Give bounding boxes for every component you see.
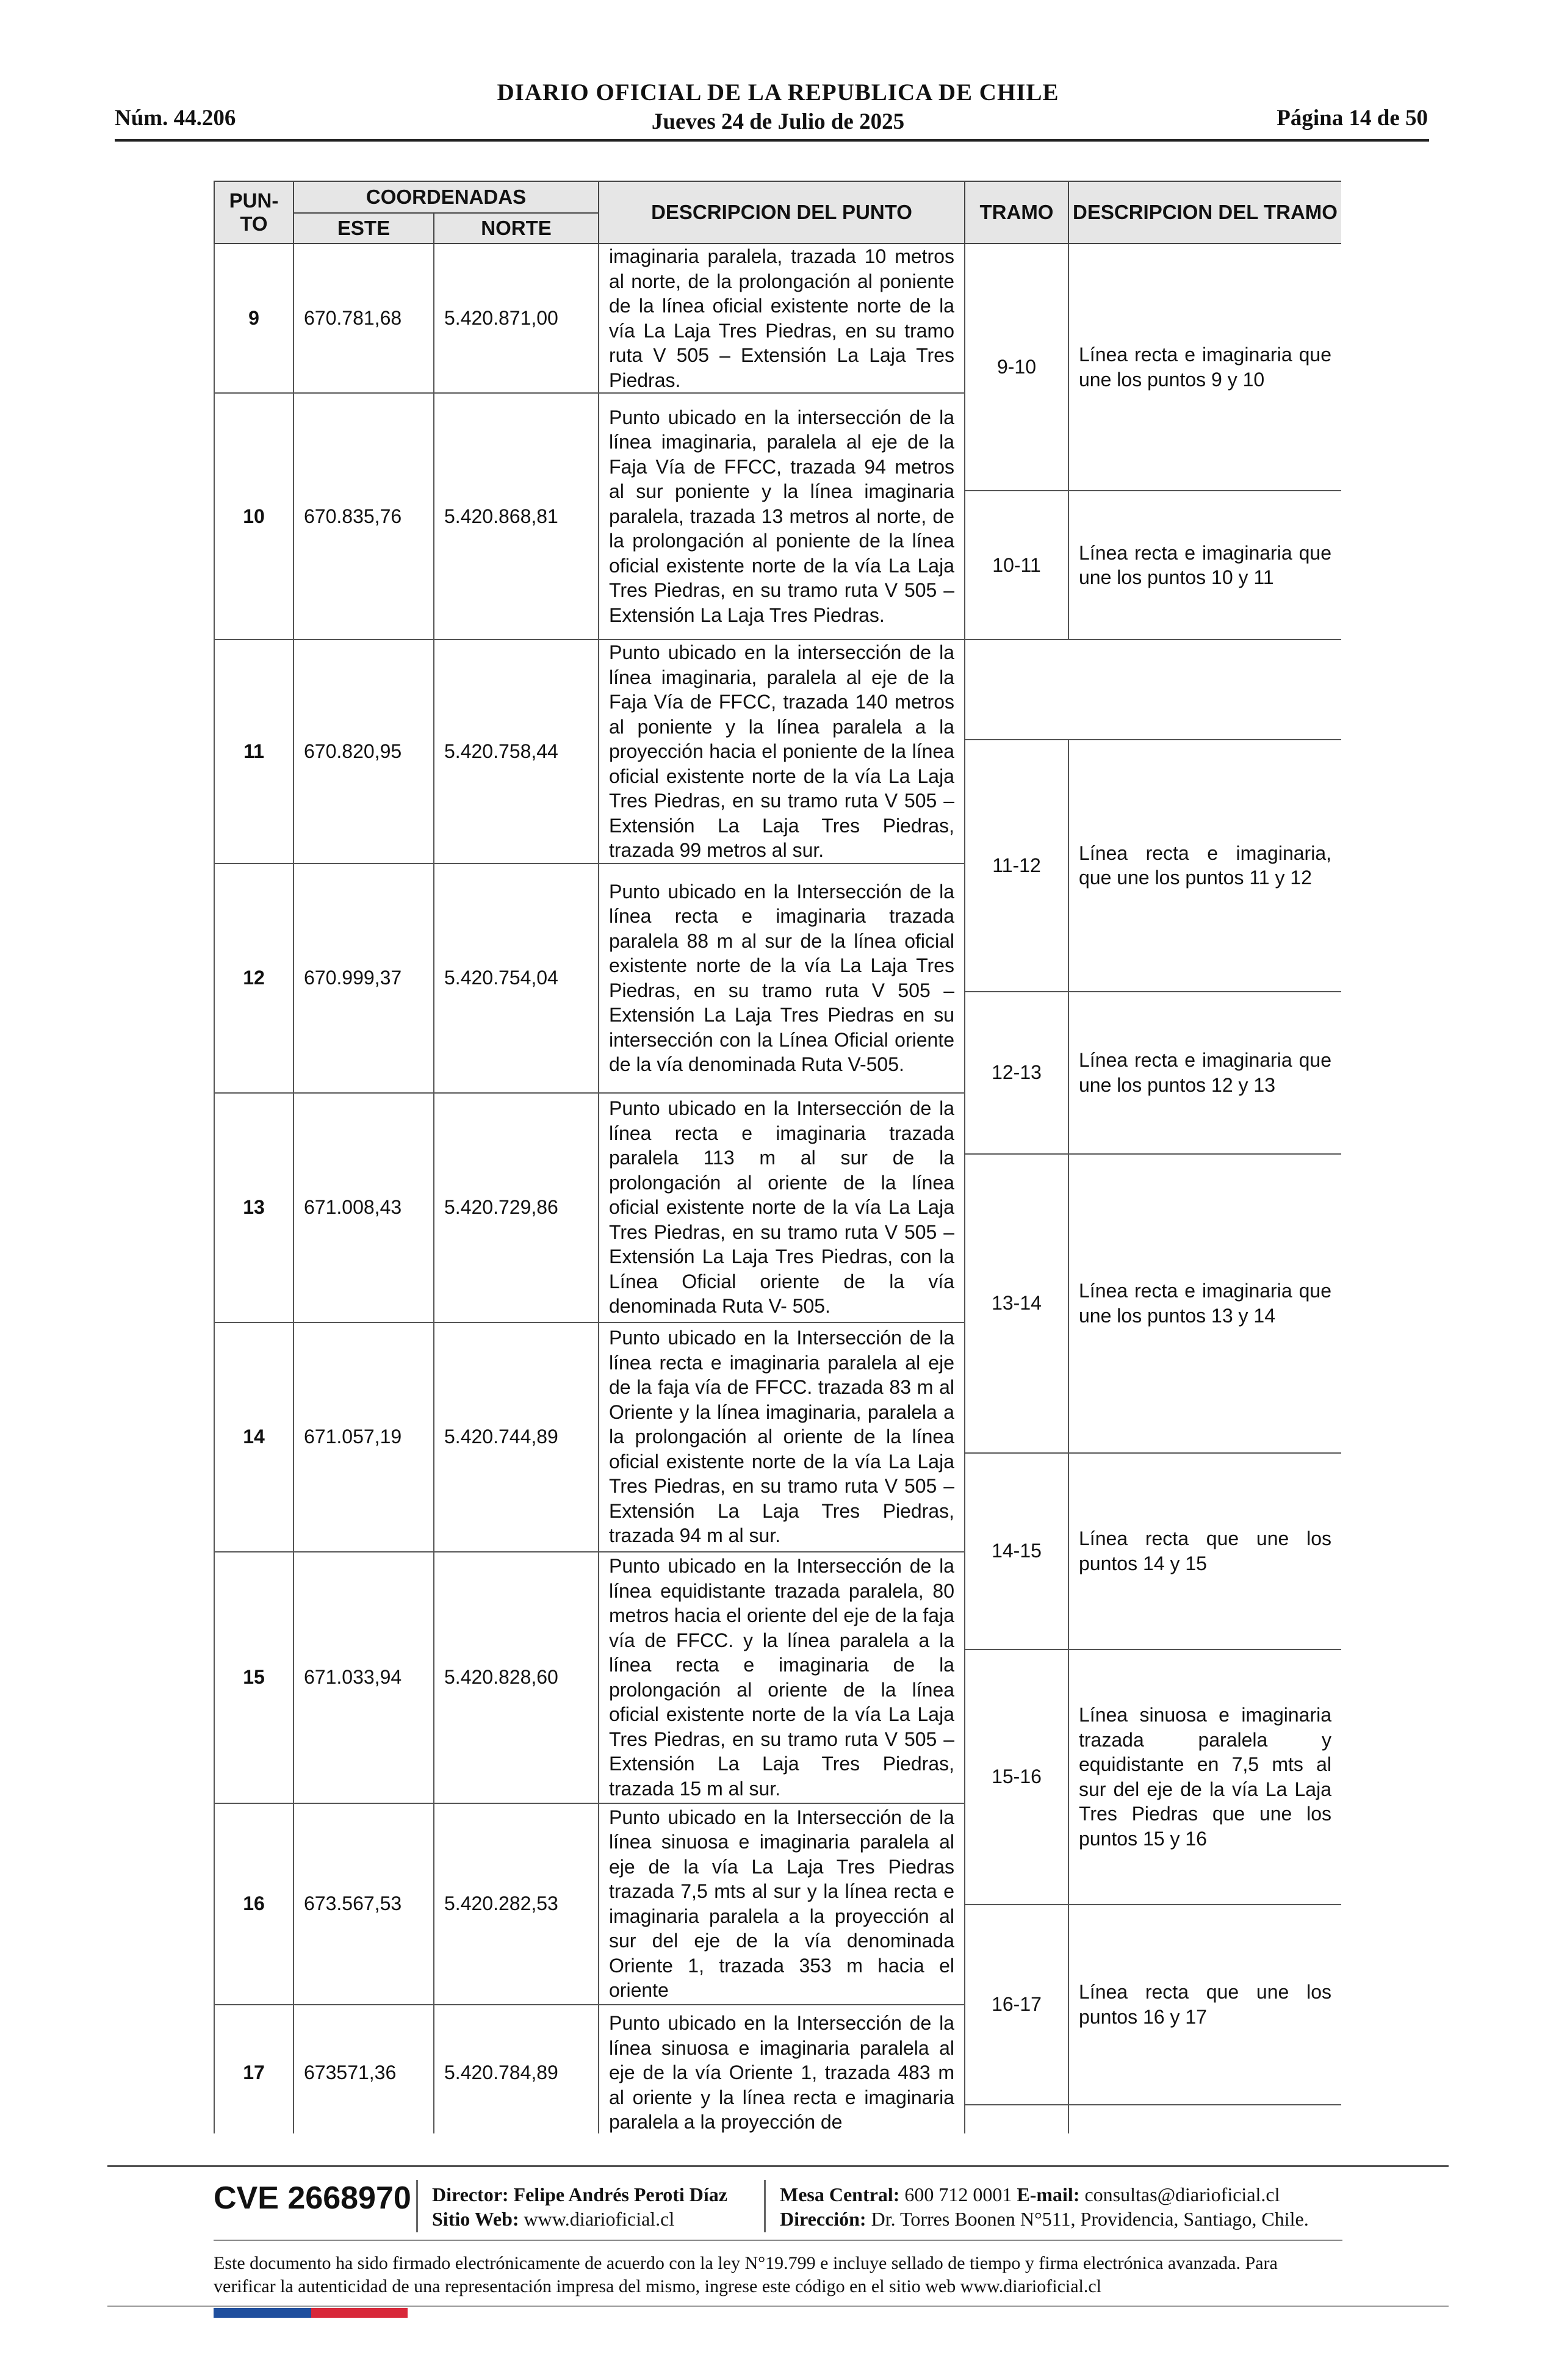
table-row (214, 640, 1341, 740)
footer-divider (107, 2165, 1449, 2167)
tramo-cell: 13-14 (965, 1154, 1068, 1453)
descripcion-tramo-cell: Línea recta e imaginaria que une los puntos 9 y 10 (1068, 243, 1341, 491)
norte-cell: 5.420.729,86 (434, 1093, 599, 1322)
publication-date: Jueves 24 de Julio de 2025 (651, 109, 905, 134)
footer-separator (764, 2180, 766, 2232)
este-cell: 671.008,43 (294, 1093, 434, 1322)
descripcion-punto-cell: Punto ubicado en la intersección de la línea imaginaria, paralela al eje de la Faja Vía de FFCC, trazada 94 metros al sur poniente y la línea imaginaria paralela, trazada 13 metros al norte, de la prolongación al poniente de la línea oficial existente norte de la vía La Laja Tres Piedras, en su tramo ruta V 505 – Extensión La Laja Tres Piedras. (599, 393, 965, 640)
publication-title: DIARIO OFICIAL DE LA REPUBLICA DE CHILE (497, 79, 1059, 106)
header-coordenadas: COORDENADAS (294, 181, 599, 213)
tramo-cell: 9-10 (965, 243, 1068, 491)
este-cell: 670.835,76 (294, 393, 434, 640)
header-divider (115, 139, 1429, 142)
table-row (214, 243, 1341, 393)
header-norte: NORTE (434, 213, 599, 243)
header-tramo: TRAMO (965, 181, 1068, 243)
descripcion-punto-cell: Punto ubicado en la Intersección de la línea recta e imaginaria trazada paralela 113 m al sur de la prolongación al oriente de la línea oficial existente norte de la vía La Laja Tres Piedras, en su tramo ruta V 505 – Extensión La Laja Tres Piedras, con la Línea Oficial oriente de la vía denominada Ruta V- 505. (599, 1093, 965, 1322)
descripcion-tramo-cell: Línea recta e imaginaria que une los puntos 12 y 13 (1068, 992, 1341, 1154)
descripcion-tramo-cell: Línea recta e imaginaria que une los puntos 10 y 11 (1068, 491, 1341, 640)
punto-cell: 12 (214, 864, 294, 1093)
flag-stripe-red (311, 2308, 408, 2318)
web-label: Sitio Web: (432, 2208, 519, 2230)
footer-contact-block (780, 2182, 1309, 2231)
norte-cell: 5.420.754,04 (434, 864, 599, 1093)
tramo-cell-empty (965, 2105, 1068, 2134)
descripcion-tramo-cell: Línea recta e imaginaria, que une los puntos 11 y 12 (1068, 740, 1341, 992)
descripcion-tramo-cell: Línea recta que une los puntos 14 y 15 (1068, 1453, 1341, 1650)
direccion-value: Dr. Torres Boonen N°511, Providencia, Santiago, Chile. (871, 2208, 1309, 2230)
header-descripcion-punto: DESCRIPCION DEL PUNTO (599, 181, 965, 243)
este-cell: 671.057,19 (294, 1322, 434, 1552)
descripcion-punto-cell: Punto ubicado en la Intersección de la línea recta e imaginaria trazada paralela 88 m al sur de la línea oficial existente norte de la vía La Laja Tres Piedras, en su tramo ruta V 505 – Extensión La Laja Tres Piedras en su intersección con la Línea Oficial oriente de la vía denominada Ruta V-505. (599, 864, 965, 1093)
tramo-cell: 15-16 (965, 1650, 1068, 1905)
este-cell: 670.999,37 (294, 864, 434, 1093)
tramo-cell: 11-12 (965, 740, 1068, 992)
descripcion-tramo-cell: Línea recta que une los puntos 16 y 17 (1068, 1905, 1341, 2105)
mesa-phone: 600 712 0001 (904, 2183, 1012, 2205)
header-punto: PUN- TO (214, 181, 294, 243)
descripcion-tramo-cell: Línea recta e imaginaria que une los puntos 13 y 14 (1068, 1154, 1341, 1453)
header-este: ESTE (294, 213, 434, 243)
tramo-cell: 10-11 (965, 491, 1068, 640)
footer-divider-2 (214, 2240, 1342, 2241)
punto-cell: 9 (214, 243, 294, 393)
norte-cell: 5.420.828,60 (434, 1552, 599, 1803)
descripcion-punto-cell: imaginaria paralela, trazada 10 metros al norte, de la prolongación al poniente de la línea oficial existente norte de la vía La Laja Tres Piedras, en su tramo ruta V 505 – Extensión La Laja Tres Piedras. (599, 243, 965, 393)
norte-cell: 5.420.758,44 (434, 640, 599, 864)
este-cell: 673571,36 (294, 2005, 434, 2134)
descripcion-punto-cell: Punto ubicado en la intersección de la línea imaginaria, paralela al eje de la Faja Vía de FFCC, trazada 140 metros al poniente y la línea paralela a la proyección hacia el poniente de la línea oficial existente norte de la vía La Laja Tres Piedras, en su tramo ruta V 505 – Extensión La Laja Tres Piedras, trazada 99 metros al sur. (599, 640, 965, 864)
header-descripcion-tramo: DESCRIPCION DEL TRAMO (1068, 181, 1341, 243)
flag-stripe-blue (214, 2308, 311, 2318)
norte-cell: 5.420.868,81 (434, 393, 599, 640)
punto-cell: 10 (214, 393, 294, 640)
norte-cell: 5.420.282,53 (434, 1803, 599, 2005)
director-label: Director: (432, 2183, 509, 2205)
este-cell: 670.781,68 (294, 243, 434, 393)
punto-cell: 17 (214, 2005, 294, 2134)
cve-code: CVE 2668970 (214, 2180, 411, 2216)
director-name: Felipe Andrés Peroti Díaz (513, 2183, 727, 2205)
este-cell: 673.567,53 (294, 1803, 434, 2005)
signature-note: Este documento ha sido firmado electrónicamente de acuerdo con la ley N°19.799 e incluye sellado de tiempo y firma electrónica avanzada. Para verificar la autenticidad de una representación impresa del mismo, ingrese este código en el sitio web www.diarioficial.cl (214, 2253, 1278, 2296)
descripcion-tramo-cell: Línea sinuosa e imaginaria trazada paralela y equidistante en 7,5 mts al sur del eje de la vía La Laja Tres Piedras que une los puntos 15 y 16 (1068, 1650, 1341, 1905)
descripcion-punto-cell: Punto ubicado en la Intersección de la línea recta e imaginaria paralela al eje de la faja vía de FFCC. trazada 83 m al Oriente y la línea imaginaria, paralela a la prolongación al oriente de la línea oficial existente norte de la vía La Laja Tres Piedras, en su tramo ruta V 505 – Extensión La Laja Tres Piedras, trazada 94 m al sur. (599, 1322, 965, 1552)
este-cell: 670.820,95 (294, 640, 434, 864)
este-cell: 671.033,94 (294, 1552, 434, 1803)
punto-cell: 15 (214, 1552, 294, 1803)
page-number: Página 14 de 50 (1277, 106, 1428, 131)
mesa-label: Mesa Central: (780, 2183, 900, 2205)
issue-number: Núm. 44.206 (115, 106, 236, 131)
norte-cell: 5.420.871,00 (434, 243, 599, 393)
footer-divider-3 (107, 2306, 1449, 2307)
tramo-cell: 12-13 (965, 992, 1068, 1154)
descripcion-punto-cell: Punto ubicado en la Intersección de la línea sinuosa e imaginaria paralela al eje de la vía Oriente 1, trazada 483 m al oriente y la línea recta e imaginaria paralela a la proyección de (599, 2005, 965, 2134)
footer-separator (416, 2180, 418, 2232)
web-link[interactable]: www.diarioficial.cl (524, 2208, 675, 2230)
tramo-cell: 16-17 (965, 1905, 1068, 2105)
direccion-label: Dirección: (780, 2208, 866, 2230)
punto-cell: 11 (214, 640, 294, 864)
descripcion-punto-cell: Punto ubicado en la Intersección de la línea equidistante trazada paralela, 80 metros hacia el oriente del eje de la faja vía de FFCC. y la línea paralela a la línea recta e imaginaria de la prolongación al oriente de la línea oficial existente norte de la vía La Laja Tres Piedras, en su tramo ruta V 505 – Extensión La Laja Tres Piedras, trazada 15 m al sur. (599, 1552, 965, 1803)
descripcion-tramo-cell-empty (1068, 2105, 1341, 2134)
punto-cell: 14 (214, 1322, 294, 1552)
punto-cell: 16 (214, 1803, 294, 2005)
tramo-cell: 14-15 (965, 1453, 1068, 1650)
coordinates-table (214, 181, 1341, 2133)
email-label: E-mail: (1017, 2183, 1080, 2205)
descripcion-punto-cell: Punto ubicado en la Intersección de la línea sinuosa e imaginaria paralela al eje de la vía La Laja Tres Piedras trazada 7,5 mts al sur y la línea recta e imaginaria paralela a la proyección al sur del eje de la vía denominada Oriente 1, trazada 353 m hacia el oriente (599, 1803, 965, 2005)
norte-cell: 5.420.784,89 (434, 2005, 599, 2134)
punto-cell: 13 (214, 1093, 294, 1322)
norte-cell: 5.420.744,89 (434, 1322, 599, 1552)
email-link[interactable]: consultas@diarioficial.cl (1084, 2183, 1280, 2205)
coordinates-table-container (214, 181, 1341, 2133)
footer-director-block (432, 2182, 727, 2231)
